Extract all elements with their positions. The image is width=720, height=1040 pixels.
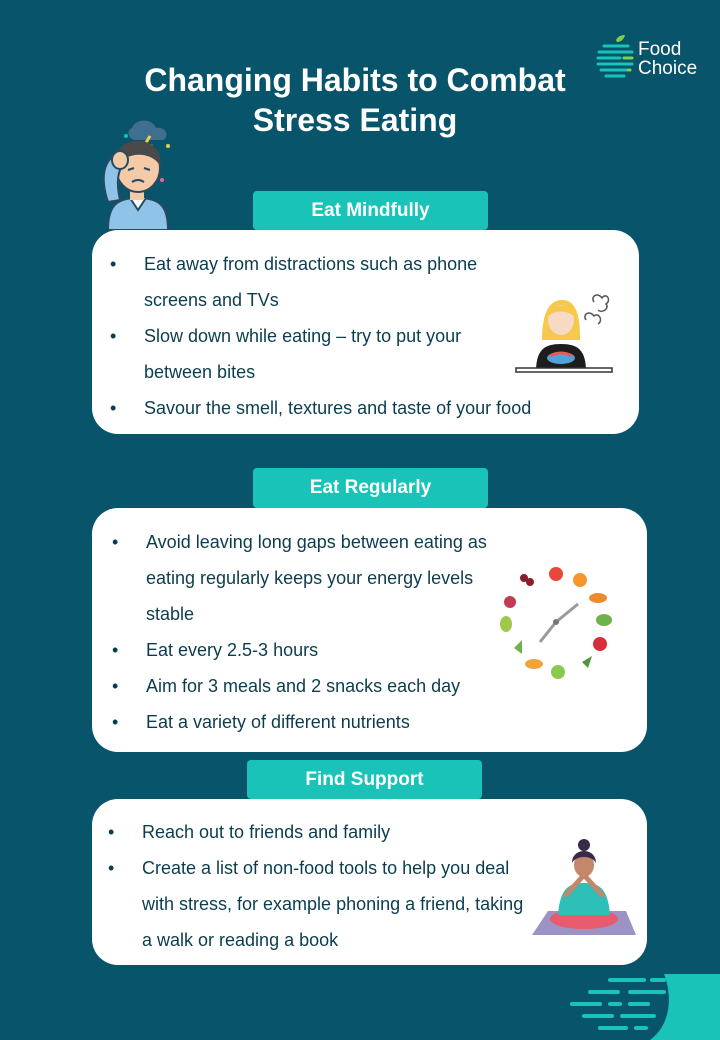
section-heading-eat-mindfully: Eat Mindfully	[253, 191, 488, 230]
meditation-icon	[528, 835, 638, 943]
stressed-man-icon	[86, 118, 186, 230]
logo-text: Food Choice	[638, 39, 698, 79]
list-item: • Reach out to friends and family	[108, 814, 538, 850]
apple-logo-icon	[596, 34, 636, 84]
eat-mindfully-card	[92, 230, 639, 434]
list-item: • Create a list of non-food tools to help you deal with stress, for example phoning a friend, taking a walk or reading a book	[108, 850, 538, 958]
food-clock-icon	[496, 564, 616, 682]
food-choice-logo	[596, 34, 706, 84]
list-item: • Aim for 3 meals and 2 snacks each day	[112, 668, 492, 704]
list-item: • Eat every 2.5-3 hours	[112, 632, 492, 668]
page-title: Changing Habits to Combat Stress Eating	[144, 62, 566, 138]
find-support-list	[108, 814, 538, 958]
find-support-card	[92, 799, 647, 965]
section-heading-eat-regularly: Eat Regularly	[253, 468, 488, 508]
list-item: • Savour the smell, textures and taste of your food	[110, 390, 604, 426]
section-heading-find-support: Find Support	[247, 760, 482, 799]
list-item: • Eat away from distractions such as phone screens and TVs	[110, 246, 530, 318]
eating-woman-icon	[514, 292, 614, 378]
list-item: • Slow down while eating – try to put your between bites	[110, 318, 530, 390]
eat-mindfully-list	[110, 246, 530, 426]
decorative-stripes	[560, 974, 720, 1040]
list-item: • Avoid leaving long gaps between eating as eating regularly keeps your energy levels stable	[112, 524, 492, 632]
eat-regularly-list	[112, 524, 492, 740]
list-item: • Eat a variety of different nutrients	[112, 704, 492, 740]
eat-regularly-card	[92, 508, 647, 752]
